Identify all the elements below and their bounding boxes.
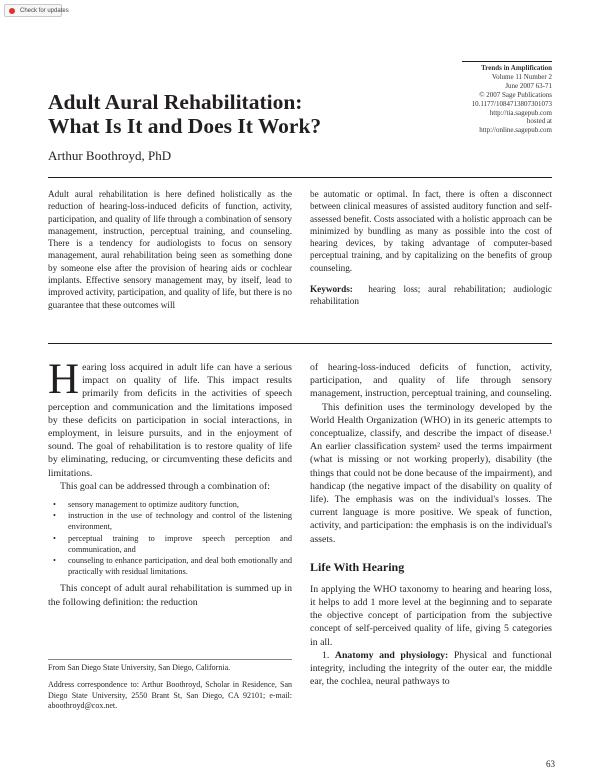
body-right-column — [310, 361, 552, 688]
section-heading: Life With Hearing — [310, 559, 405, 574]
goal-paragraph: This goal can be addressed through a combination of: — [60, 480, 271, 492]
who-paragraph: This definition uses the terminology developed by the World Health Organization (WHO) in its generic attempts to conceptualize, classify, and describe the impact of disease.¹ An earlier classification system² used the terms impairment (what is missing or not working properly), disability (the things that could not be done because of the impairment), and handicap (the negative impact of the disability on quality of life). The emphasis was on the individual's losses. The current language is more positive. We speak of function, activity, and participation: the emphasis is on the individual's assets. — [310, 401, 552, 545]
footnote-rule — [48, 659, 292, 660]
drop-cap: H — [48, 356, 80, 403]
correspondence-note: Address correspondence to: Arthur Boothroyd, Scholar in Residence, San Diego State University, 2550 Brant St, San Diego, CA 92101; e-mail: aboothroyd@cox.net. — [48, 680, 292, 711]
online-site-link[interactable]: http://online.sagepub.com — [479, 126, 552, 135]
list-item: • counseling to enhance participation, and deal both emotionally and practically with residual limitations. — [48, 555, 292, 577]
approach-list — [48, 499, 292, 577]
check-for-updates-badge[interactable] — [4, 4, 69, 17]
journal-meta — [430, 64, 552, 135]
hosted-at: hosted at — [526, 117, 552, 126]
doi: 10.1177/1084713807301073 — [471, 99, 552, 108]
body-left-column — [48, 356, 292, 609]
intro-paragraph: Hearing loss acquired in adult life can have a serious impact on quality of life. This impact results primarily from deficits in the activities of speech perception and communication and the limitations imposed by these deficits on participation in social interactions, in employment, in leisure pursuits, and in the enjoyment of sound. The goal of rehabilitation is to restore quality of life by eliminating, reducing, or circumventing these deficits and limitations. — [48, 356, 292, 479]
journal-site-link[interactable]: http://tia.sagepub.com — [489, 108, 552, 117]
abstract-text-left: Adult aural rehabilitation is here defined holistically as the reduction of hearing-loss-induced deficits of function, activity, participation, and quality of life through a combination of sensory management, instruction, perceptual training, and counseling. There is a tendency for audiologists to focus on sensory management, aural rehabilitation being seen as something done by someone else after the provision of hearing aids or cochlear implants. Effective sensory management may, by itself, lead to improved activity, participation, and quality of life, but there is no guarantee that these outcomes will — [48, 189, 292, 310]
taxonomy-paragraph: In applying the WHO taxonomy to hearing and hearing loss, it helps to add 1 more level at the beginning and to separate the objective concept of participation from the subjective concept of self-perceived quality of life, giving 5 categories in all. — [310, 583, 552, 648]
keywords-label: Keywords: — [310, 284, 353, 295]
meta-rule — [462, 61, 552, 62]
article-title — [48, 90, 321, 138]
keywords-list: hearing loss; aural rehabilitation; audiologic rehabilitation — [310, 284, 552, 307]
abstract-top-rule — [48, 177, 552, 178]
abstract-text-right: be automatic or optimal. In fact, there is often a disconnect between clinical measures of assisted auditory function and self-assessed benefit. Costs associated with a holistic approach can be minimized by bundling as many as possible into the cost of hearing devices, by taking advantage of computer-based perceptual training, and by capitalizing on the benefits of group counseling. — [310, 189, 552, 273]
list-item: • instruction in the use of technology and control of the listening environment, — [48, 510, 292, 532]
volume-line: Volume 11 Number 2 — [491, 72, 552, 81]
title-line-2: What Is It and Does It Work? — [48, 114, 322, 138]
date-pages: June 2007 63-71 — [505, 81, 552, 90]
list-item: • perceptual training to improve speech perception and communication, and — [48, 533, 292, 555]
affiliation-note: From San Diego State University, San Diego, California. — [48, 663, 231, 672]
copyright: © 2007 Sage Publications — [479, 90, 552, 99]
footnotes — [48, 663, 292, 712]
list-item: • sensory management to optimize auditory function, — [48, 499, 292, 510]
badge-label: Check for updates — [20, 8, 69, 14]
abstract-bottom-rule — [48, 343, 552, 344]
anatomy-term: Anatomy and physiology: — [334, 649, 449, 661]
page-number: 63 — [546, 759, 555, 769]
journal-title: Trends in Amplification — [481, 64, 552, 72]
abstract-left — [48, 188, 292, 311]
definition-continued: of hearing-loss-induced deficits of function, activity, participation, and quality of life through sensory management, instruction, perceptual training, and counseling. — [310, 362, 552, 400]
title-line-1: Adult Aural Rehabilitation: — [48, 90, 303, 114]
update-icon — [9, 8, 15, 14]
author-name: Arthur Boothroyd, PhD — [48, 148, 172, 163]
keywords — [310, 283, 552, 308]
anatomy-paragraph: 1. Anatomy and physiology: Physical and functional integrity, including the integrity of the outer ear, the middle ear, the cochlea, neural pathways to — [310, 649, 552, 688]
definition-paragraph: This concept of adult aural rehabilitation is summed up in the following definition: the reduction — [48, 583, 292, 608]
abstract-right — [310, 188, 552, 308]
